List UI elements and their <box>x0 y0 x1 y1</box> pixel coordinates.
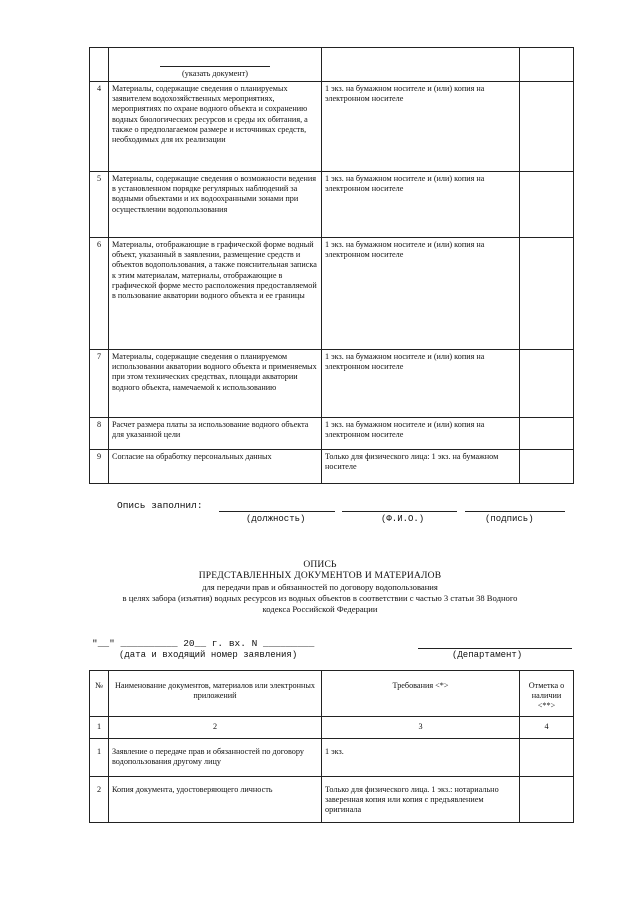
table-row: 6 Материалы, отображающие в графической форме водный объект, указанный в заявлении, размещение средств и объектов водопользования, а также пояснительная записка к этим материалам, материалы, отображающие в графической форме место расположения предоставляемой в пользование акватории водного объекта и ее границы 1 экз. на бумажном носителе и (или) копия на электронном носителе <box>90 238 574 350</box>
table-row <box>90 48 574 82</box>
fio-line <box>342 511 457 512</box>
header-name: Наименование документов, материалов или электронных приложений <box>109 671 322 717</box>
table-row: 7 Материалы, содержащие сведения о планируемом использовании акватории водного объекта и применяемых при этом технических средствах, площади акватории водного объекта, намечаемой к использованию 1 экз. на бумажном носителе и (или) копия на электронном носителе <box>90 350 574 418</box>
fio-caption: (Ф.И.О.) <box>381 514 425 524</box>
header-req: Требования <*> <box>322 671 520 717</box>
document-placeholder-line <box>160 66 270 67</box>
signoff-label: Опись заполнил: <box>117 500 203 511</box>
table-row: 4 Материалы, содержащие сведения о планируемых заявителем водохозяйственных мероприятиях, мероприятиях по охране водного объекта и сохранению водных биологических ресурсов и среды их обитания, а также о предполагаемом размере и источниках средств, необходимых для их реализации 1 экз. на бумажном носителе и (или) копия на электронном носителе <box>90 82 574 172</box>
header-mark: Отметка о наличии <**> <box>520 671 574 717</box>
signature-line <box>465 511 565 512</box>
column-number-row: 1 2 3 4 <box>90 717 574 739</box>
department-line <box>418 648 572 649</box>
table-row: 5 Материалы, содержащие сведения о возможности ведения в установленном порядке регулярных наблюдений за водными объектами и их водоохранными зонами при осуществлении водопользования 1 экз. на бумажном носителе и (или) копия на электронном носителе <box>90 172 574 238</box>
inventory-table <box>89 670 574 823</box>
date-number-field: "__" __________ 20__ г. вх. N _________ <box>92 638 315 649</box>
inventory-title-2: ПРЕДСТАВЛЕННЫХ ДОКУМЕНТОВ И МАТЕРИАЛОВ <box>198 571 442 581</box>
inventory-title: ОПИСЬ <box>303 560 337 570</box>
inventory-subtitle-1: для передачи прав и обязанностей по договору водопользования <box>202 582 438 592</box>
table-row: 2 Копия документа, удостоверяющего личность Только для физического лица. 1 экз.: нотариально заверенная копия или копия с предъявлением оригинала <box>90 777 574 823</box>
header-num: № <box>90 671 109 717</box>
signature-caption: (подпись) <box>485 514 534 524</box>
table-row: 9 Согласие на обработку персональных данных Только для физического лица: 1 экз. на бумажном носителе <box>90 450 574 484</box>
table-header-row <box>90 671 574 717</box>
table-row: 8 Расчет размера платы за использование водного объекта для указанной цели 1 экз. на бумажном носителе и (или) копия на электронном носителе <box>90 418 574 450</box>
table-row: 1 Заявление о передаче прав и обязанностей по договору водопользования другому лицу 1 экз. <box>90 739 574 777</box>
date-caption: (дата и входящий номер заявления) <box>119 650 298 660</box>
inventory-subtitle-3: кодекса Российской Федерации <box>262 604 378 614</box>
department-caption: (Департамент) <box>452 650 523 660</box>
position-caption: (должность) <box>246 514 306 524</box>
documents-table-continued <box>89 47 574 484</box>
placeholder-caption: (указать документ) <box>182 68 248 78</box>
position-line <box>219 511 335 512</box>
inventory-subtitle-2: в целях забора (изъятия) водных ресурсов из водных объектов в соответствии с частью 3 статьи 38 Водного <box>122 593 518 603</box>
